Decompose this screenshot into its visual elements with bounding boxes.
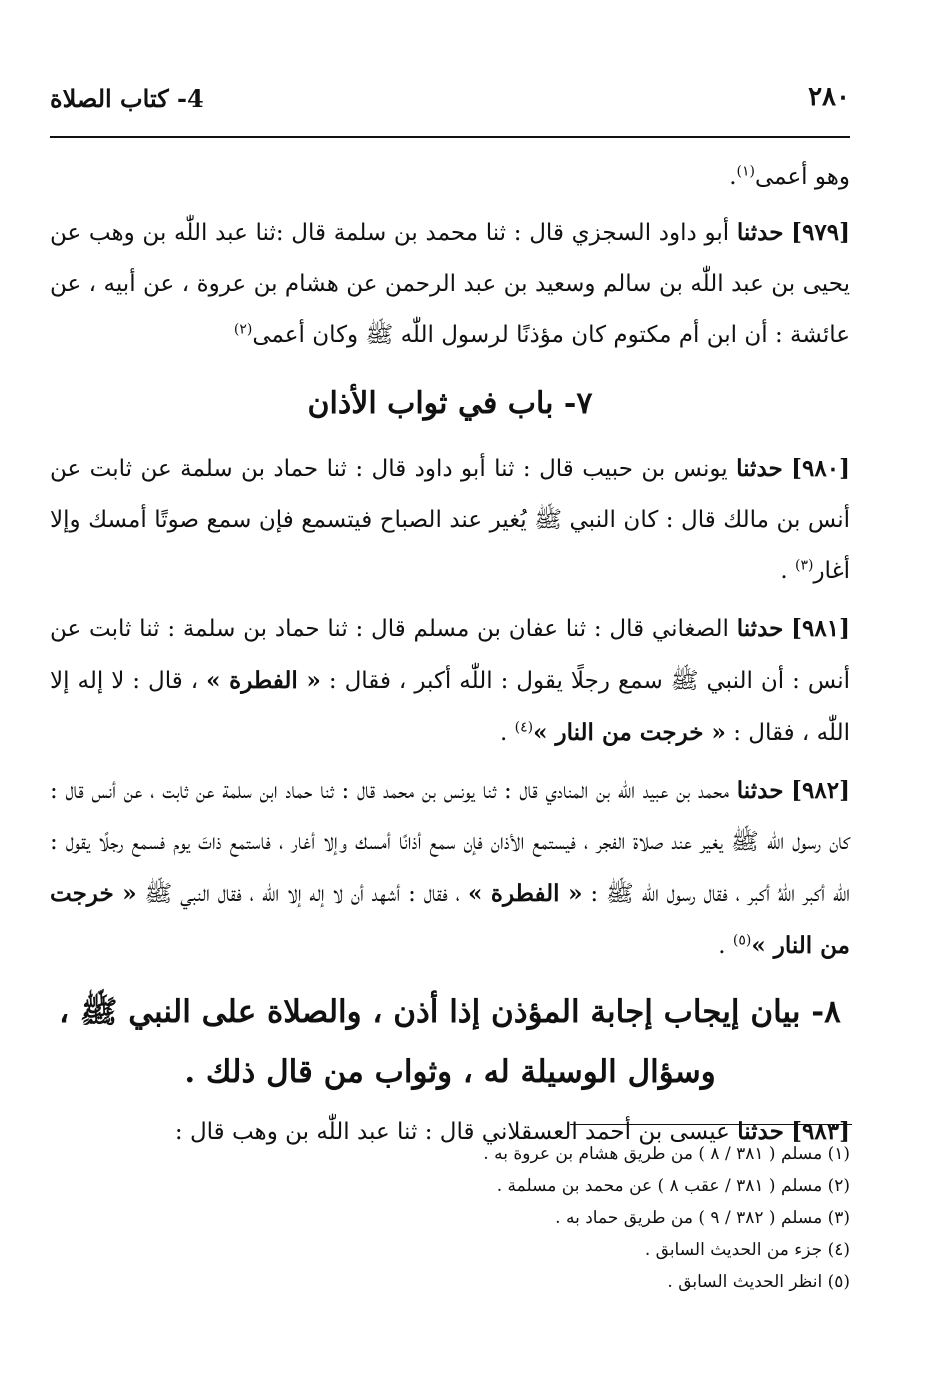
section-heading-8: ٨- بيان إيجاب إجابة المؤذن إذا أذن ، والصلاة على النبي ﷺ ، وسؤال الوسيلة له ، وثواب من قال ذلك . — [59, 994, 841, 1090]
footnote-3: (٣) مسلم ( ٣٨٢ / ٩ ) من طريق حماد به . — [555, 1208, 850, 1228]
paragraph-continuation — [50, 152, 850, 203]
page-number: ٢٨٠ — [808, 82, 850, 112]
hadith-text-mid: ، قال : لا إله إلا اللّٰه ، فقال : — [50, 668, 850, 746]
hadith-text: محمد بن عبيد اللّٰه بن المنادي قال : ثنا يونس بن محمد قال : ثنا حماد ابن سلمة عن ثابت ، عن أنس قال : كان رسول اللّٰه ﷺ يغير عند صلاة الفجر ، فيستمع الأذان فإن سمع أذانًا أمسك وإلا أغار ، فاستمع ذاتَ يوم فسمع رجلًا يقول : اللّٰه أكبر اللّٰهُ أكبر ، فقال رسول اللّٰه ﷺ : — [50, 778, 851, 907]
hadith-number: [٩٨١] — [791, 615, 850, 642]
hadith-number: [٩٧٩] — [791, 219, 851, 246]
quote-kharajta: « خرجت من النار » — [50, 880, 850, 959]
paragraph-end: . — [729, 164, 737, 190]
hadith-number: [٩٨٠] — [791, 455, 850, 482]
footnotes — [80, 1138, 850, 1298]
hadith-lead: حدثنا — [736, 455, 783, 482]
paragraph-text: وهو أعمى — [754, 164, 850, 190]
hadith-982 — [50, 765, 850, 972]
chapter-title: 4- كتاب الصلاة — [50, 84, 204, 113]
hadith-lead: حدثنا — [736, 615, 784, 642]
main-text — [50, 152, 850, 1164]
quote-fitra: « الفطرة » — [206, 667, 321, 694]
section-heading-7: ٧- باب في ثواب الأذان — [307, 386, 593, 421]
footnote-ref[interactable]: (٥) — [732, 932, 752, 949]
hadith-end: . — [500, 720, 508, 746]
hadith-number: [٩٨٣] — [791, 1118, 850, 1145]
footnote-ref[interactable]: (٢) — [233, 321, 253, 338]
hadith-980 — [50, 443, 850, 597]
hadith-text: الصغاني قال : ثنا عفان بن مسلم قال : ثنا حماد بن سلمة : ثنا ثابت عن أنس : أن النبي ﷺ سمع رجلًا يقول : اللّٰه أكبر ، فقال : — [50, 616, 851, 694]
hadith-text: أبو داود السجزي قال : ثنا محمد بن سلمة قال :ثنا عبد اللّٰه بن وهب عن يحيى بن عبد اللّٰه بن سالم وسعيد بن عبد الرحمن عن هشام بن عروة ، عن أبيه ، عن عائشة : أن ابن أم مكتوم كان مؤذنًا لرسول اللّٰه ﷺ وكان أعمى — [50, 220, 850, 348]
quote-kharajta: « خرجت من النار » — [533, 719, 726, 746]
hadith-end: . — [780, 558, 788, 584]
footnote-4: (٤) جزء من الحديث السابق . — [644, 1240, 850, 1260]
header-rule — [50, 136, 850, 138]
hadith-lead: حدثنا — [736, 219, 784, 246]
footnote-rule — [570, 1124, 852, 1125]
hadith-text: عيسى بن أحمد العسقلاني قال : ثنا عبد اللّٰه بن وهب قال : — [174, 1119, 730, 1145]
hadith-number: [٩٨٢] — [791, 777, 850, 804]
quote-fitra: « الفطرة » — [467, 880, 583, 907]
hadith-text: يونس بن حبيب قال : ثنا أبو داود قال : ثنا حماد بن سلمة عن ثابت عن أنس بن مالك قال : كان النبي ﷺ يُغير عند الصباح فيتسمع فإن سمع صوتًا أمسك وإلا أغار — [50, 456, 850, 584]
footnote-1: (١) مسلم ( ٣٨١ / ٨ ) من طريق هشام بن عروة به . — [483, 1144, 850, 1164]
running-header — [50, 78, 850, 122]
footnote-2: (٢) مسلم ( ٣٨١ / عقب ٨ ) عن محمد بن مسلمة . — [496, 1176, 850, 1196]
hadith-lead: حدثنا — [736, 777, 784, 804]
hadith-text-mid: ، فقال : أشهد أن لا إله إلا اللّٰه ، فقال النبي ﷺ — [144, 881, 461, 907]
footnote-ref[interactable]: (١) — [736, 163, 755, 180]
footnote-5: (٥) انظر الحديث السابق . — [667, 1272, 850, 1292]
footnote-ref[interactable]: (٣) — [794, 557, 814, 574]
hadith-lead: حدثنا — [737, 1118, 784, 1145]
footnote-ref[interactable]: (٤) — [514, 719, 534, 736]
hadith-979 — [50, 207, 850, 361]
hadith-981 — [50, 603, 850, 759]
hadith-end: . — [718, 933, 726, 959]
